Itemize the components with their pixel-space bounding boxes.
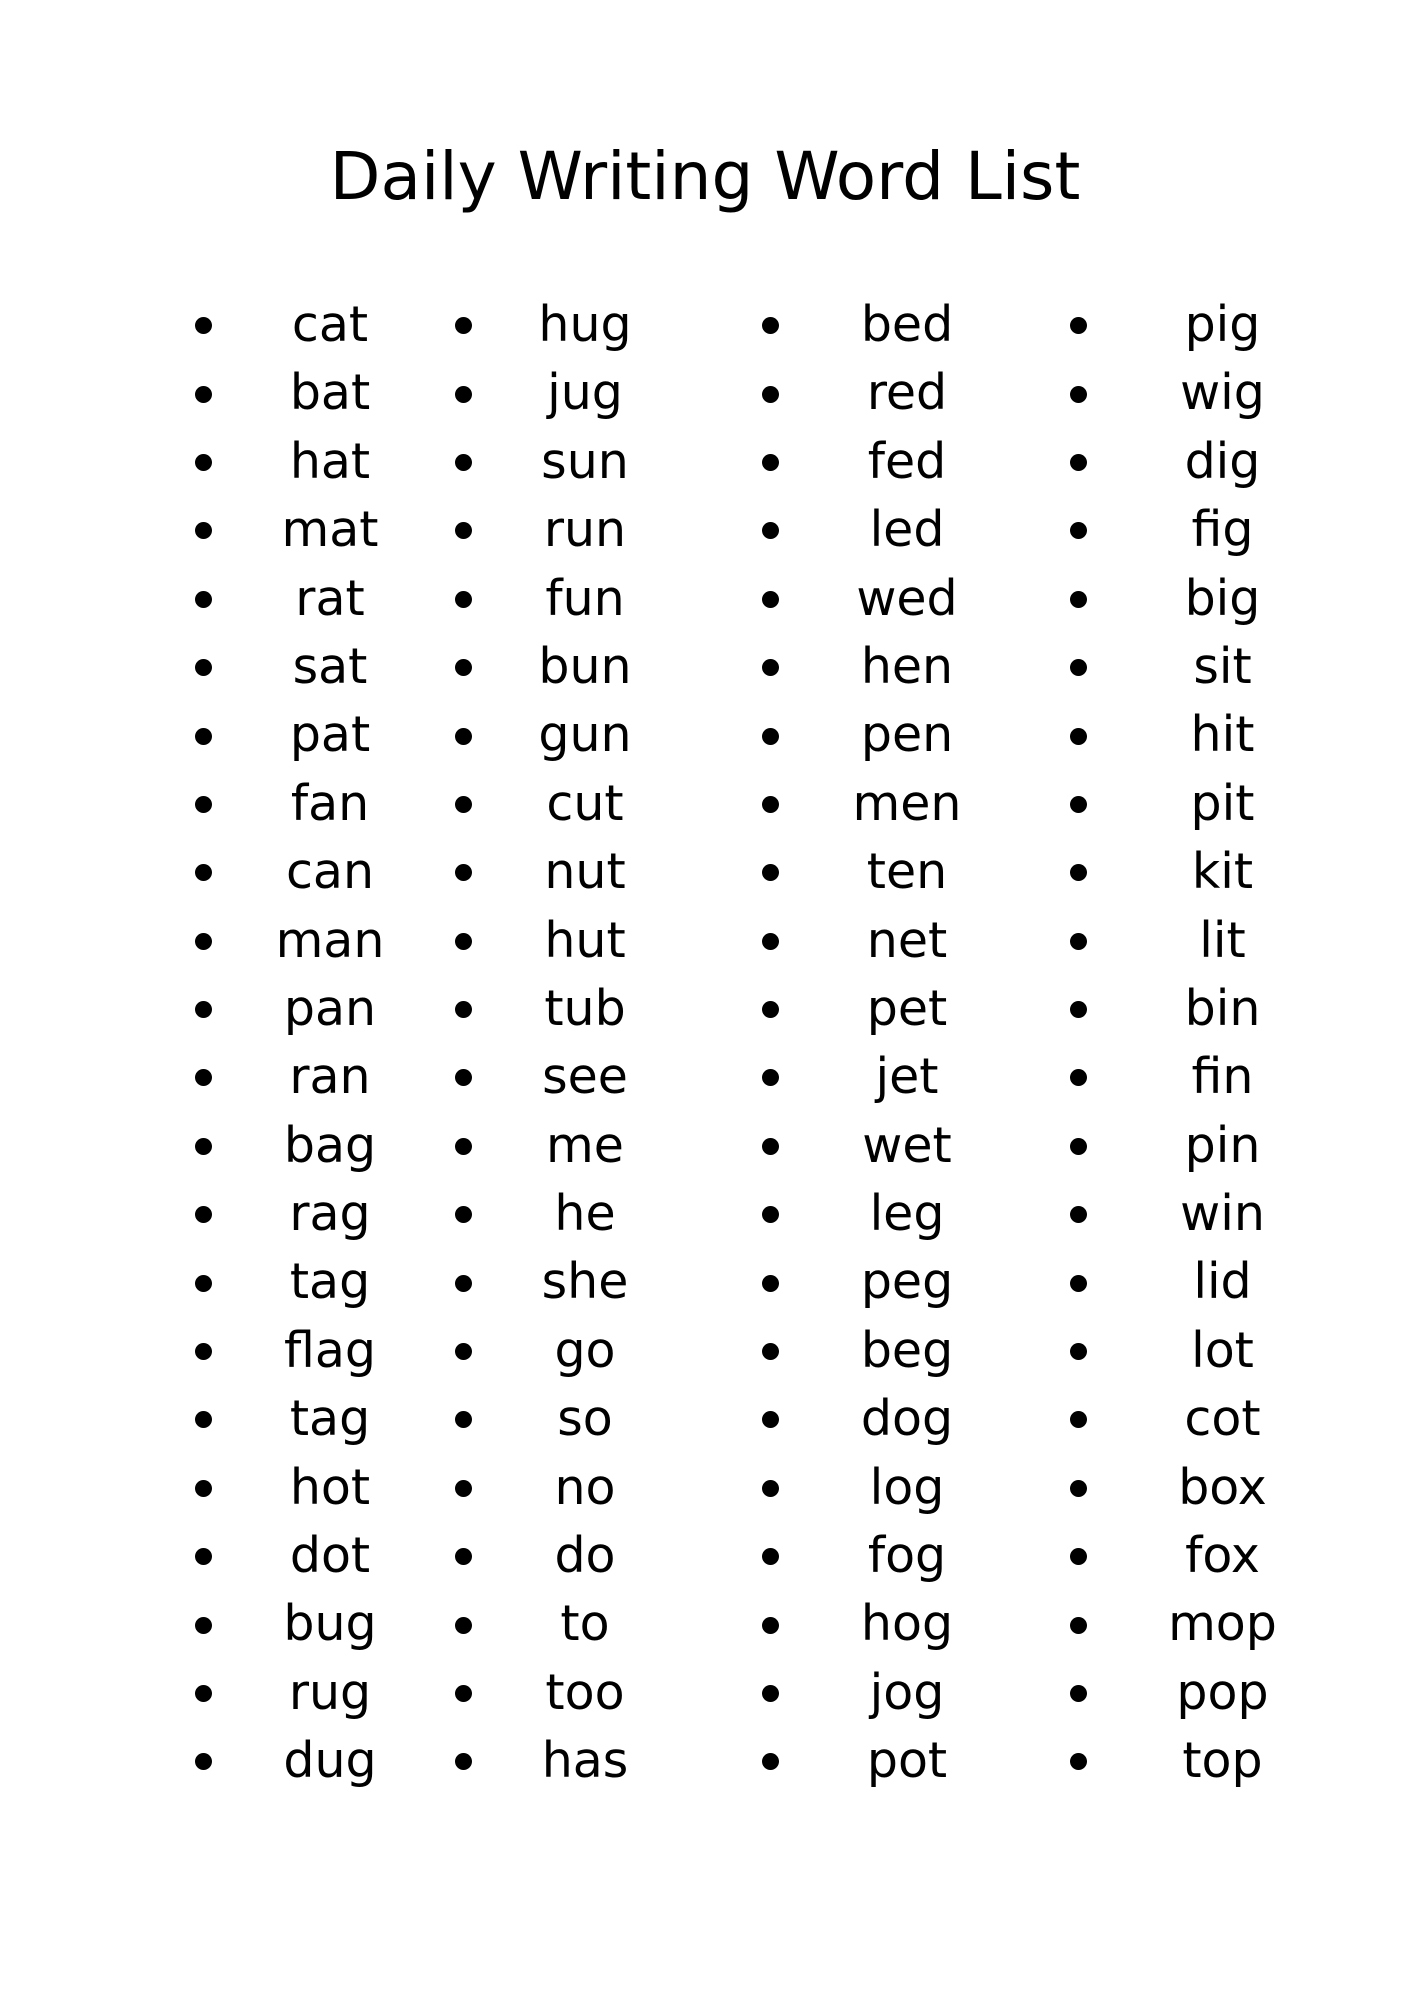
bullet-icon (762, 796, 779, 813)
bullet-icon (1070, 1275, 1087, 1292)
word: go (554, 1321, 616, 1379)
bullet-icon (762, 728, 779, 745)
bullet-icon (455, 1138, 472, 1155)
word: jog (869, 1663, 945, 1721)
word: leg (869, 1185, 945, 1243)
word: kit (1191, 843, 1254, 901)
word: lid (1193, 1253, 1252, 1311)
word: cut (546, 774, 624, 832)
bullet-icon (1070, 1138, 1087, 1155)
word: hit (1190, 706, 1255, 764)
bullet-icon (195, 1206, 212, 1223)
word: dog (860, 1390, 954, 1448)
word: pat (289, 706, 371, 764)
bullet-icon (455, 1548, 472, 1565)
word: pet (866, 979, 948, 1037)
word: mat (281, 501, 379, 559)
word: tub (544, 979, 626, 1037)
bullet-icon (455, 1275, 472, 1292)
word: cat (291, 296, 369, 353)
bullet-icon (762, 1411, 779, 1428)
word: lot (1191, 1321, 1254, 1379)
word: mop (1168, 1595, 1277, 1653)
word: ten (866, 843, 948, 901)
bullet-icon (762, 454, 779, 471)
word: rag (289, 1185, 371, 1243)
word: run (543, 501, 627, 559)
bullet-icon (1070, 728, 1087, 745)
bullet-icon (455, 659, 472, 676)
word: tag (289, 1390, 371, 1448)
word: hug (538, 296, 632, 353)
bullet-icon (762, 1343, 779, 1360)
word: box (1178, 1458, 1267, 1516)
bullet-icon (195, 1548, 212, 1565)
word: wet (862, 1116, 952, 1174)
bullet-icon (455, 728, 472, 745)
bullet-icon (455, 796, 472, 813)
word: has (541, 1732, 629, 1790)
word: gun (538, 706, 632, 764)
bullet-icon (455, 1001, 472, 1018)
bullet-icon (455, 591, 472, 608)
bullet-icon (762, 864, 779, 881)
word: dig (1184, 432, 1261, 490)
word: bat (289, 364, 371, 422)
word: man (275, 911, 385, 969)
bullet-icon (455, 386, 472, 403)
word: pan (283, 979, 377, 1037)
bullet-icon (1070, 317, 1087, 334)
bullet-icon (455, 864, 472, 881)
word: win (1180, 1185, 1265, 1243)
word: big (1184, 569, 1261, 627)
word: bug (283, 1595, 377, 1653)
word: men (852, 774, 962, 832)
word: pen (860, 706, 954, 764)
bullet-icon (195, 796, 212, 813)
bullet-icon (195, 522, 212, 539)
bullet-icon (195, 1275, 212, 1292)
word: cot (1184, 1390, 1261, 1448)
bullet-icon (195, 591, 212, 608)
word: jug (547, 364, 623, 422)
word: sun (541, 432, 629, 490)
word: do (554, 1527, 616, 1585)
word: jet (875, 1048, 939, 1106)
word: she (541, 1253, 629, 1311)
word: pop (1176, 1663, 1269, 1721)
bullet-icon (762, 1001, 779, 1018)
bullet-icon (1070, 454, 1087, 471)
bullet-icon (195, 1411, 212, 1428)
word: beg (860, 1321, 954, 1379)
word: fin (1191, 1048, 1254, 1106)
word: fog (867, 1527, 947, 1585)
bullet-icon (195, 317, 212, 334)
word: led (869, 501, 945, 559)
word: fun (545, 569, 625, 627)
bullet-icon (1070, 1206, 1087, 1223)
word: dot (289, 1527, 371, 1585)
bullet-icon (762, 1069, 779, 1086)
word: bun (538, 637, 632, 695)
bullet-icon (455, 1617, 472, 1634)
bullet-icon (455, 933, 472, 950)
bullet-icon (762, 1753, 779, 1770)
word: pot (866, 1732, 948, 1790)
bullet-icon (1070, 591, 1087, 608)
bullet-icon (455, 1685, 472, 1702)
word: no (554, 1458, 616, 1516)
word: log (869, 1458, 945, 1516)
word: bin (1184, 979, 1261, 1037)
bullet-icon (195, 386, 212, 403)
bullet-icon (1070, 1480, 1087, 1497)
bullet-icon (455, 522, 472, 539)
word: hut (544, 911, 626, 969)
bullet-icon (455, 317, 472, 334)
bullet-icon (195, 1138, 212, 1155)
word: wed (856, 569, 958, 627)
word: see (542, 1048, 628, 1106)
word: fed (867, 432, 947, 490)
bullet-icon (1070, 1343, 1087, 1360)
bullet-icon (455, 1206, 472, 1223)
bullet-icon (195, 1343, 212, 1360)
bullet-icon (762, 1617, 779, 1634)
bullet-icon (762, 1206, 779, 1223)
word: can (285, 843, 375, 901)
word: flag (284, 1321, 376, 1379)
word: he (554, 1185, 616, 1243)
bullet-icon (1070, 1685, 1087, 1702)
bullet-icon (762, 659, 779, 676)
bullet-icon (1070, 864, 1087, 881)
bullet-icon (1070, 1753, 1087, 1770)
word: rug (288, 1663, 372, 1721)
word: hog (860, 1595, 954, 1653)
word: net (866, 911, 948, 969)
word: pit (1190, 774, 1255, 832)
word: red (866, 364, 948, 422)
bullet-icon (1070, 1617, 1087, 1634)
word: too (545, 1663, 625, 1721)
bullet-icon (762, 522, 779, 539)
bullet-icon (195, 1480, 212, 1497)
word: hen (860, 637, 954, 695)
word: hat (289, 432, 371, 490)
word: dug (283, 1732, 377, 1790)
bullet-icon (1070, 1001, 1087, 1018)
bullet-icon (1070, 1069, 1087, 1086)
word: wig (1180, 364, 1265, 422)
bullet-icon (1070, 659, 1087, 676)
word: bed (860, 296, 954, 353)
word: so (557, 1390, 613, 1448)
bullet-icon (455, 1411, 472, 1428)
bullet-icon (762, 386, 779, 403)
bullet-icon (762, 933, 779, 950)
bullet-icon (762, 1685, 779, 1702)
word: rat (295, 569, 365, 627)
word: sit (1193, 637, 1252, 695)
word: fox (1185, 1527, 1260, 1585)
bullet-icon (195, 864, 212, 881)
bullet-icon (455, 454, 472, 471)
bullet-icon (1070, 386, 1087, 403)
bullet-icon (762, 1138, 779, 1155)
word: bag (283, 1116, 377, 1174)
bullet-icon (1070, 522, 1087, 539)
word: to (560, 1595, 610, 1653)
bullet-icon (195, 454, 212, 471)
bullet-icon (762, 591, 779, 608)
bullet-icon (762, 1548, 779, 1565)
bullet-icon (455, 1480, 472, 1497)
bullet-icon (455, 1069, 472, 1086)
bullet-icon (455, 1343, 472, 1360)
word: fig (1191, 501, 1254, 559)
bullet-icon (195, 1685, 212, 1702)
bullet-icon (1070, 933, 1087, 950)
bullet-icon (195, 1069, 212, 1086)
bullet-icon (195, 933, 212, 950)
word: lit (1199, 911, 1246, 969)
word: pin (1184, 1116, 1261, 1174)
word: sat (292, 637, 368, 695)
bullet-icon (1070, 1411, 1087, 1428)
word: pig (1184, 296, 1261, 353)
word: nut (544, 843, 626, 901)
word: ran (289, 1048, 371, 1106)
bullet-icon (195, 728, 212, 745)
bullet-icon (1070, 796, 1087, 813)
bullet-icon (195, 659, 212, 676)
bullet-icon (195, 1617, 212, 1634)
word: me (546, 1116, 624, 1174)
word: hot (289, 1458, 371, 1516)
word: top (1182, 1732, 1263, 1790)
word: tag (289, 1253, 371, 1311)
bullet-icon (195, 1001, 212, 1018)
page-title: Daily Writing Word List (329, 138, 1081, 215)
bullet-icon (1070, 1548, 1087, 1565)
bullet-icon (762, 1480, 779, 1497)
bullet-icon (195, 1753, 212, 1770)
word: peg (860, 1253, 954, 1311)
word: fan (290, 774, 370, 832)
bullet-icon (762, 317, 779, 334)
bullet-icon (455, 1753, 472, 1770)
bullet-icon (762, 1275, 779, 1292)
